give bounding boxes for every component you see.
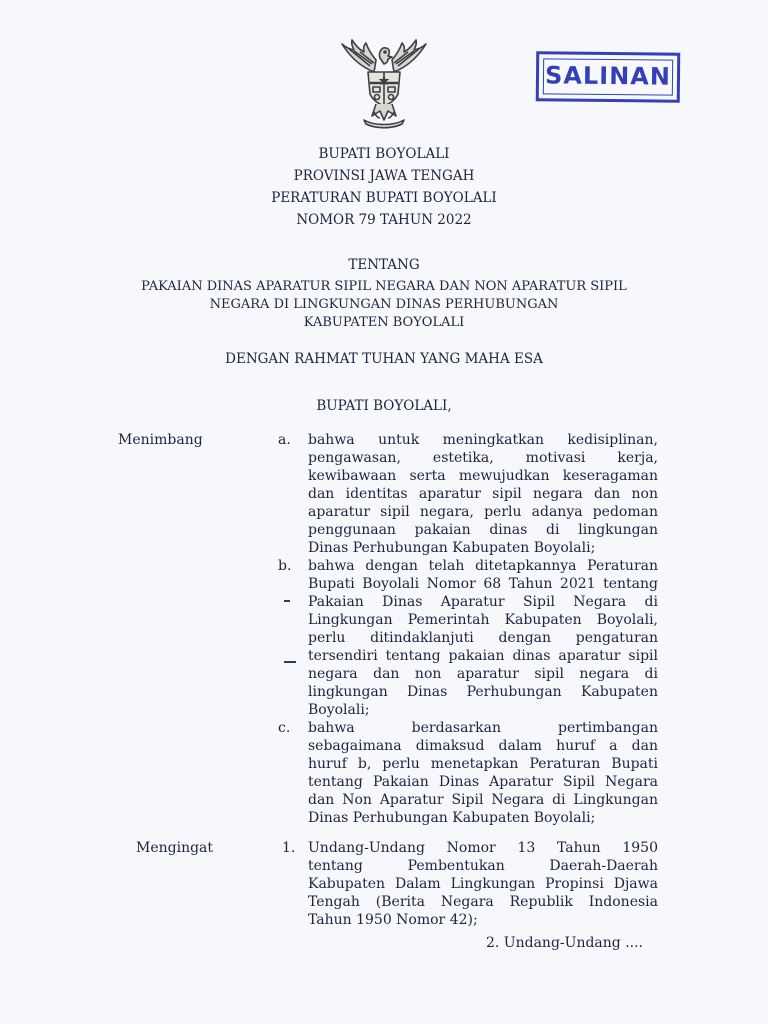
item-line: sebagaimana dimaksud dalam huruf a dan: [308, 738, 658, 754]
margin-tick-mark: [284, 661, 296, 663]
item-line: negara dan non aparatur sipil negara di: [308, 666, 658, 682]
considering-label: Menimbang: [118, 432, 203, 448]
item-line: Dinas Perhubungan Kabupaten Boyolali;: [308, 810, 596, 826]
item-line: bahwa untuk meningkatkan kedisiplinan,: [308, 432, 658, 448]
item-line: Tahun 1950 Nomor 42);: [308, 912, 478, 928]
considering-item-b: [308, 557, 658, 719]
item-marker-c: c.: [278, 720, 291, 736]
item-line: huruf b, perlu menetapkan Peraturan Bupati: [308, 756, 658, 772]
recalling-label: Mengingat: [136, 840, 214, 856]
considering-item-c: [308, 719, 658, 827]
regulation-title-line-1: PAKAIAN DINAS APARATUR SIPIL NEGARA DAN NON APARATUR SIPIL: [141, 279, 627, 294]
item-line: kewibawaan serta mewujudkan keseragaman: [308, 468, 658, 484]
issuer-name: BUPATI BOYOLALI: [318, 146, 450, 162]
item-line: Undang-Undang Nomor 13 Tahun 1950: [308, 840, 658, 856]
regent-title: BUPATI BOYOLALI,: [316, 398, 452, 414]
item-line: tentang Pembentukan Daerah-Daerah: [308, 858, 658, 874]
divine-grace-line: DENGAN RAHMAT TUHAN YANG MAHA ESA: [225, 351, 543, 367]
item-line: dan Non Aparatur Sipil Negara di Lingkungan: [308, 792, 658, 808]
copy-stamp: [536, 51, 681, 103]
item-line: Tengah (Berita Negara Republik Indonesia: [308, 894, 658, 910]
item-line: bahwa berdasarkan pertimbangan: [308, 720, 658, 736]
item-line: Lingkungan Pemerintah Kabupaten Boyolali,: [308, 612, 658, 628]
item-line: Boyolali;: [308, 702, 370, 718]
item-line: tersendiri tentang pakaian dinas aparatur sipil: [308, 648, 658, 664]
about-label: TENTANG: [348, 257, 420, 273]
next-page-continuation: 2. Undang-Undang ....: [486, 935, 643, 951]
item-line: Dinas Perhubungan Kabupaten Boyolali;: [308, 540, 596, 556]
garuda-emblem-icon: [334, 38, 434, 130]
item-line: tentang Pakaian Dinas Aparatur Sipil Negara: [308, 774, 658, 790]
regulation-type: PERATURAN BUPATI BOYOLALI: [271, 190, 497, 206]
item-line: lingkungan Dinas Perhubungan Kabupaten: [308, 684, 658, 700]
item-line: aparatur sipil negara, perlu adanya pedoman: [308, 504, 658, 520]
province-name: PROVINSI JAWA TENGAH: [293, 168, 475, 184]
item-marker-1: 1.: [282, 840, 296, 856]
margin-tick-mark: [284, 600, 290, 602]
item-line: dan identitas aparatur sipil negara dan non: [308, 486, 658, 502]
stamp-label: SALINAN: [544, 61, 672, 91]
item-marker-b: b.: [278, 558, 292, 574]
item-line: bahwa dengan telah ditetapkannya Peraturan: [308, 558, 658, 574]
item-line: perlu ditindaklanjuti dengan pengaturan: [308, 630, 658, 646]
item-marker-a: a.: [278, 432, 291, 448]
regulation-title-line-2: NEGARA DI LINGKUNGAN DINAS PERHUBUNGAN: [209, 297, 559, 312]
item-line: penggunaan pakaian dinas di lingkungan: [308, 522, 658, 538]
regulation-title-line-3: KABUPATEN BOYOLALI: [303, 315, 465, 330]
item-line: Kabupaten Dalam Lingkungan Propinsi Djawa: [308, 876, 658, 892]
item-line: Bupati Boyolali Nomor 68 Tahun 2021 tentang: [308, 576, 658, 592]
item-line: pengawasan, estetika, motivasi kerja,: [308, 450, 658, 466]
item-line: Pakaian Dinas Aparatur Sipil Negara di: [308, 594, 658, 610]
regulation-number: NOMOR 79 TAHUN 2022: [296, 212, 472, 228]
considering-item-a: [308, 431, 658, 557]
recalling-item-1: [308, 839, 658, 929]
